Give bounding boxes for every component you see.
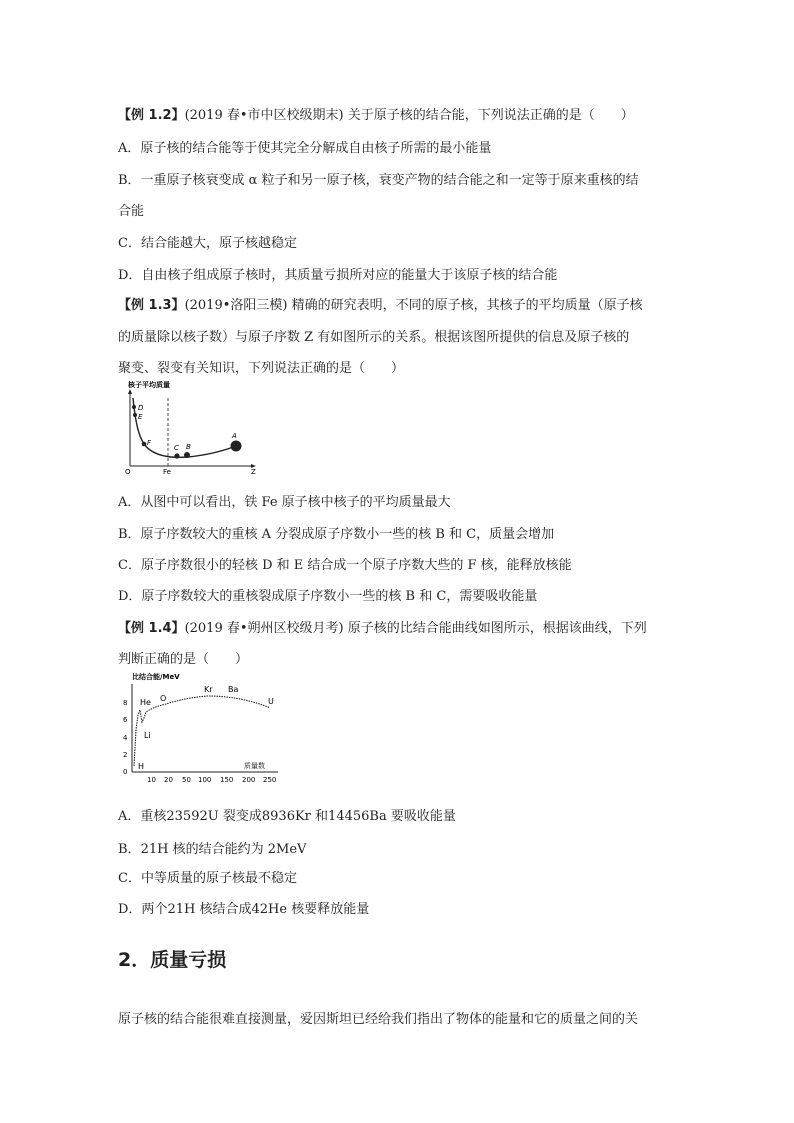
label-d: D	[138, 404, 144, 412]
ytick-8: 8	[123, 699, 128, 707]
nuclide-ba: Ba	[228, 685, 239, 694]
q13-option-a: A．从图中可以看出，铁 Fe 原子核中核子的平均质量最大	[118, 495, 451, 510]
q14-a-u: U	[207, 809, 219, 824]
fig13-ylabel: 核子平均质量	[128, 381, 170, 389]
section-heading: 2．质量亏损	[118, 949, 227, 971]
q14-option-d	[118, 898, 369, 917]
q12-option-d: D．自由核子组成原子核时，其质量亏损所对应的能量大于该原子核的结合能	[118, 268, 558, 283]
fig13-xlabel: Z	[251, 468, 256, 476]
point-d	[132, 405, 136, 409]
q14-a-mid1: 裂变成	[218, 809, 262, 824]
q13-stem-2: 的质量除以核子数）与原子序数 Z 有如图所示的关系。根据该图所提供的信息及原子核的	[118, 330, 630, 345]
q12-option-b-cont: 合能	[118, 204, 145, 219]
q13-option-d: D．原子序数较大的重核裂成原子序数小一些的核 B 和 C，需要吸收能量	[118, 589, 538, 604]
ytick-2: 2	[123, 751, 128, 759]
q14-d-mid: 核结合成	[195, 902, 252, 917]
q13-stem-text-1: (2019•洛阳三模) 精确的研究表明，不同的原子核，其核子的平均质量（原子核	[184, 298, 643, 313]
q14-d-h: H	[184, 902, 196, 917]
q14-option-c: C．中等质量的原子核最不稳定	[118, 871, 297, 886]
point-e	[133, 413, 137, 417]
ytick-6: 6	[123, 716, 128, 724]
q14-option-b	[118, 838, 306, 857]
label-e: E	[138, 413, 143, 421]
q12-stem	[118, 104, 634, 123]
q14-a-post: 要吸收能量	[386, 809, 456, 824]
u-indices: 23592	[166, 809, 208, 824]
label-b: B	[186, 443, 191, 451]
section-paragraph: 原子核的结合能很难直接测量，爱因斯坦已经给我们指出了物体的能量和它的质量之间的关	[118, 1012, 639, 1027]
q12-option-a: A．原子核的结合能等于使其完全分解成自由核子所需的最小能量	[118, 141, 492, 156]
xtick-100: 100	[198, 776, 212, 784]
q14-a-kr: Kr	[294, 809, 311, 824]
h2d-indices: 21	[167, 902, 184, 917]
q13-option-c: C．原子序数很小的轻核 D 和 E 结合成一个原子序数大些的 F 核，能释放核能	[118, 558, 572, 573]
q14-stem-1	[118, 617, 647, 636]
q14-d-pre: D．两个	[118, 902, 168, 917]
q12-tag: 【例 1.2】	[118, 108, 185, 123]
kr-indices: 8936	[261, 809, 295, 824]
xtick-150: 150	[220, 776, 234, 784]
xtick-20: 20	[164, 776, 173, 784]
ytick-0: 0	[123, 768, 128, 776]
q14-b-post: 核的结合能约为 2MeV	[168, 842, 307, 857]
nuclide-u: U	[268, 697, 274, 706]
fig13-origin: O	[125, 468, 131, 476]
q14-a-pre: A．重核	[118, 809, 167, 824]
point-a	[231, 441, 242, 452]
point-b	[184, 452, 190, 458]
nuclide-kr: Kr	[204, 685, 213, 694]
label-f: F	[147, 439, 152, 447]
label-c: C	[174, 444, 179, 452]
q13-stem-3: 聚变、裂变有关知识，下列说法正确的是（ ）	[118, 361, 405, 376]
q12-option-b: B．一重原子核衰变成 α 粒子和另一原子核，衰变产物的结合能之和一定等于原来重核的结	[118, 173, 639, 188]
xtick-50: 50	[182, 776, 191, 784]
binding-energy-figure	[118, 670, 288, 790]
nuclide-li: Li	[144, 731, 151, 740]
ba-indices: 14456	[328, 809, 370, 824]
q14-stem-2: 判断正确的是（ ）	[118, 652, 249, 667]
ytick-4: 4	[123, 734, 128, 742]
xtick-200: 200	[242, 776, 256, 784]
q14-b-pre: B．	[118, 842, 141, 857]
q13-option-b: B．原子序数较大的重核 A 分裂成原子序数小一些的核 B 和 C，质量会增加	[118, 527, 555, 542]
q12-stem-text: (2019 春•市中区校级期末) 关于原子核的结合能，下列说法正确的是（ ）	[184, 108, 634, 123]
avg-mass-figure	[118, 378, 258, 476]
nuclide-h: H	[138, 762, 145, 771]
fig14-ylabel: 比结合能/MeV	[132, 673, 180, 681]
q14-d-he: He	[268, 902, 288, 917]
q13-tag: 【例 1.3】	[118, 298, 185, 313]
fig13-fe: Fe	[163, 468, 171, 476]
h2-indices: 21	[140, 842, 158, 857]
xtick-250: 250	[263, 776, 277, 784]
nuclide-he: He	[140, 698, 151, 707]
q14-d-post: 核要释放能量	[287, 902, 370, 917]
q14-option-a	[118, 805, 456, 824]
q13-stem-1	[118, 294, 643, 313]
q14-tag: 【例 1.4】	[118, 621, 185, 636]
q14-a-ba: Ba	[369, 809, 387, 824]
xtick-10: 10	[147, 776, 156, 784]
q14-a-mid2: 和	[310, 809, 329, 824]
q14-b-h: H	[157, 842, 169, 857]
point-f	[142, 442, 147, 447]
label-a: A	[232, 432, 237, 440]
fig14-xlabel: 质量数	[244, 762, 265, 770]
point-c	[174, 453, 179, 458]
q14-stem-text-1: (2019 春•朔州区校级月考) 原子核的比结合能曲线如图所示，根据该曲线，下列	[184, 621, 647, 636]
he-indices: 42	[251, 902, 269, 917]
q12-option-c: C．结合能越大，原子核越稳定	[118, 236, 297, 251]
nuclide-o: O	[160, 694, 167, 703]
